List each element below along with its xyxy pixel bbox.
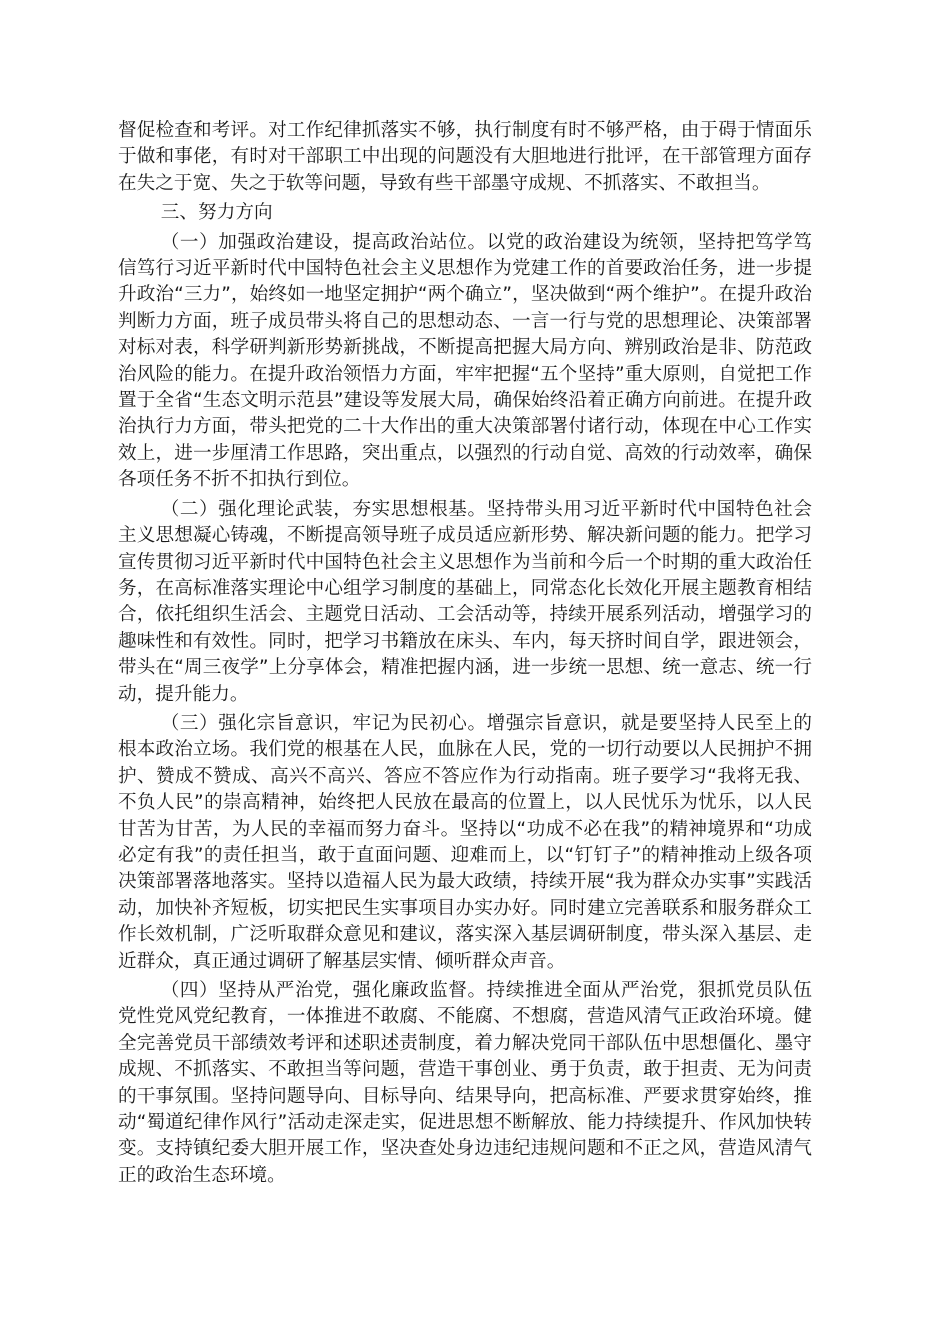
document-body bbox=[118, 118, 812, 1192]
paragraph-political-building: （一）加强政治建设，提高政治站位。以党的政治建设为统领，坚持把笃学笃信笃行习近平新时代中国特色社会主义思想作为党建工作的首要政治任务，进一步提升政治“三力”，始终如一地坚定拥护“两个确立”，坚决做到“两个维护”。在提升政治判断力方面，班子成员带头将自己的思想动态、一言一行与党的思想理论、决策部署对标对表，科学研判新形势新挑战，不断提高把握大局方向、辨别政治是非、防范政治风险的能力。在提升政治领悟力方面，牢牢把握“五个坚持”重大原则，自觉把工作置于全省“生态文明示范县”建设等发展大局，确保始终沿着正确方向前进。在提升政治执行力方面，带头把党的二十大作出的重大决策部署付诸行动，体现在中心工作实效上，进一步厘清工作思路，突出重点，以强烈的行动自觉、高效的行动效率，确保各项任务不折不扣执行到位。 bbox=[118, 231, 812, 491]
paragraph-theory-armament: （二）强化理论武装，夯实思想根基。坚持带头用习近平新时代中国特色社会主义思想凝心铸魂，不断提高领导班子成员适应新形势、解决新问题的能力。把学习宣传贯彻习近平新时代中国特色社会主义思想作为当前和今后一个时期的重大政治任务，在高标准落实理论中心组学习制度的基础上，同常态化长效化开展主题教育相结合，依托组织生活会、主题党日活动、工会活动等，持续开展系列活动，增强学习的趣味性和有效性。同时，把学习书籍放在床头、车内，每天挤时间自学，跟进领会，带头在“周三夜学”上分享体会，精准把握内涵，进一步统一思想、统一意志、统一行动，提升能力。 bbox=[118, 498, 812, 705]
section-heading-direction: 三、努力方向 bbox=[160, 202, 273, 224]
paragraph-strict-governance: （四）坚持从严治党，强化廉政监督。持续推进全面从严治党，狠抓党员队伍党性党风党纪教育，一体推进不敢腐、不能腐、不想腐，营造风清气正政治环境。健全完善党员干部绩效考评和述职述责制度，着力解决党同干部队伍中思想僵化、墨守成规、不抓落实、不敢担当等问题，营造干事创业、勇于负责，敢于担责、无为问责的干事氛围。坚持问题导向、目标导向、结果导向，把高标准、严要求贯穿始终，推动“蜀道纪律作风行”活动走深走实，促进思想不断解放、能力持续提升、作风加快转变。支持镇纪委大胆开展工作，坚决查处身边违纪违规问题和不正之风，营造风清气正的政治生态环境。 bbox=[118, 980, 812, 1186]
paragraph-purpose-awareness: （三）强化宗旨意识，牢记为民初心。增强宗旨意识，就是要坚持人民至上的根本政治立场。我们党的根基在人民，血脉在人民，党的一切行动要以人民拥护不拥护、赞成不赞成、高兴不高兴、答应不答应作为行动指南。班子要学习“我将无我、不负人民”的崇高精神，始终把人民放在最高的位置上，以人民忧乐为忧乐，以人民甘苦为甘苦，为人民的幸福而努力奋斗。坚持以“功成不必在我”的精神境界和“功成必定有我”的责任担当，敢于直面问题、迎难而上，以“钉钉子”的精神推动上级各项决策部署落地落实。坚持以造福人民为最大政绩，持续开展“我为群众办实事”实践活动，加快补齐短板，切实把民生实事项目办实办好。同时建立完善联系和服务群众工作长效机制，广泛听取群众意见和建议，落实深入基层调研制度，带头深入基层、走近群众，真正通过调研了解基层实情、倾听群众声音。 bbox=[118, 712, 812, 972]
paragraph-discipline-problems: 督促检查和考评。对工作纪律抓落实不够，执行制度有时不够严格，由于碍于情面乐于做和事佬，有时对干部职工中出现的问题没有大胆地进行批评，在干部管理方面存在失之于宽、失之于软等问题，导致有些干部墨守成规、不抓落实、不敢担当。 bbox=[118, 120, 812, 194]
